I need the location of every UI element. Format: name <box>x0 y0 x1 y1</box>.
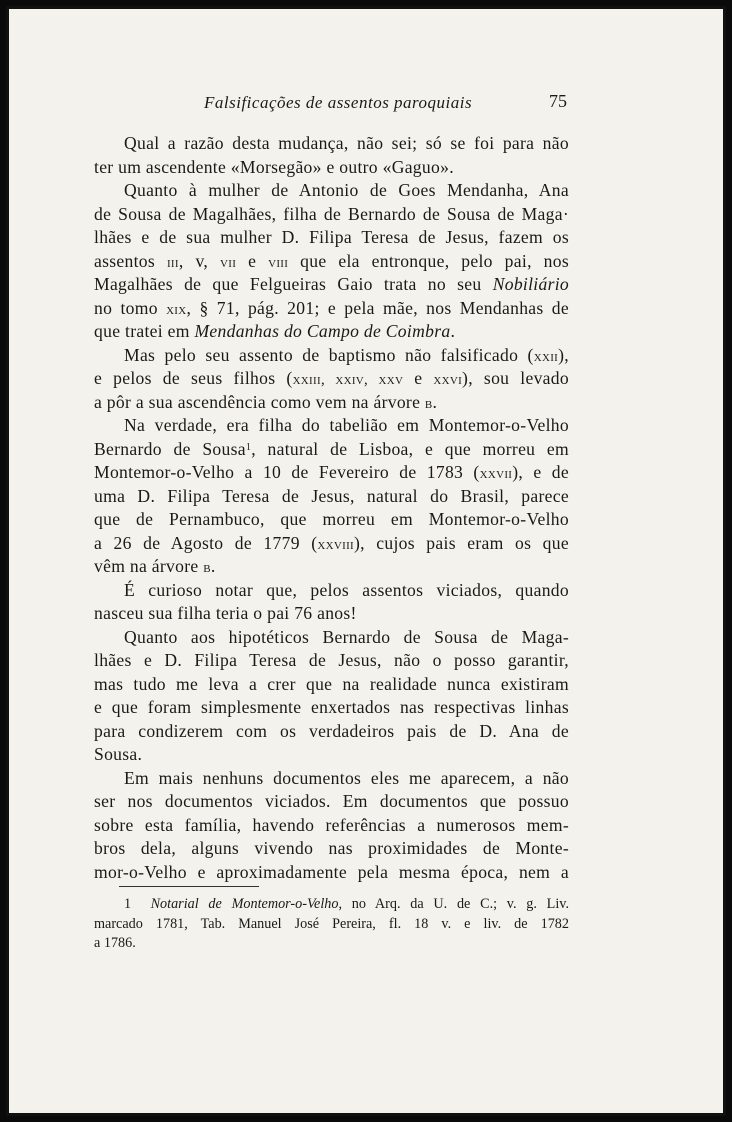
text-line: para condizerem com os verdadeiros pais de D. Ana de <box>94 720 569 741</box>
text-line: lhães e D. Filipa Teresa de Jesus, não o posso garantir, <box>94 650 569 670</box>
text-line: lhães e de sua mulher D. Filipa Teresa de Jesus, fazem os <box>94 227 569 247</box>
text-line: Quanto à mulher de Antonio de Goes Mendanha, Ana <box>124 180 569 200</box>
text-line: mas tudo me leva a crer que na realidade nunca existiram <box>94 673 569 694</box>
text-line: sobre esta família, havendo referências a numerosos mem- <box>94 814 569 835</box>
text-line: e que foram simplesmente enxertados nas respectivas linhas <box>94 697 569 717</box>
footnote-marker: 1 <box>124 896 132 912</box>
running-head: Falsificações de assentos paroquiais <box>204 93 473 112</box>
text-line: no tomo xix, § 71, pág. 201; e pela mãe, nos Mendanhas de <box>94 297 569 318</box>
text-line: assentos iii, v, vii e viii que ela entronque, pelo pai, nos <box>94 250 570 271</box>
footnote-line: a 1786. <box>94 935 136 951</box>
text-line: de Sousa de Magalhães, filha de Bernardo de Sousa de Maga· <box>94 203 569 224</box>
text-line: Qual a razão desta mudança, não sei; só se foi para não <box>124 133 569 153</box>
footnote-line: marcado 1781, Tab. Manuel José Pereira, fl. 18 v. e liv. de 1782 <box>94 915 569 932</box>
text-line: uma D. Filipa Teresa de Jesus, natural do Brasil, parece <box>94 485 569 506</box>
footnote-line: 1 Notarial de Montemor-o-Velho, no Arq. da U. de C.; v. g. Liv. <box>124 896 569 912</box>
text-line: a 26 de Agosto de 1779 (xxviii), cujos pais eram os que <box>94 532 569 553</box>
text-line: Quanto aos hipotéticos Bernardo de Sousa de Maga- <box>124 626 569 647</box>
text-line: que de Pernambuco, que morreu em Montemor-o-Velho <box>94 509 569 529</box>
text-line: que tratei em Mendanhas do Campo de Coimbra. <box>94 321 456 341</box>
text-line: vêm na árvore b. <box>94 556 216 576</box>
text-line: Mas pelo seu assento de baptismo não falsificado (xxii), <box>124 344 569 365</box>
footnotes <box>94 895 569 954</box>
footnote-rule <box>119 886 259 887</box>
page-number: 75 <box>549 91 567 111</box>
book-page <box>6 6 726 1116</box>
body-text <box>94 132 569 884</box>
text-line: mor-o-Velho e aproximadamente pela mesma época, nem a <box>94 861 569 882</box>
text-line: ter um ascendente «Morsegão» e outro «Gaguo». <box>94 156 454 177</box>
text-line: Na verdade, era filha do tabelião em Montemor-o-Velho <box>124 415 569 435</box>
text-line: Bernardo de Sousa$^1$, natural de Lisboa, e que morreu em <box>94 438 570 459</box>
text-line: a pôr a sua ascendência como vem na árvore b. <box>94 391 438 412</box>
text-line: Montemor-o-Velho a 10 de Fevereiro de 1783 (xxvii), e de <box>94 462 569 482</box>
text-line: nasceu sua filha teria o pai 76 anos! <box>94 603 357 623</box>
footnote-ref: 1 <box>245 441 252 453</box>
text-line: ser nos documentos viciados. Em documentos que possuo <box>94 791 569 811</box>
text-line: Sousa. <box>94 744 143 764</box>
text-line: É curioso notar que, pelos assentos viciados, quando <box>124 579 569 600</box>
text-line: Em mais nenhuns documentos eles me aparecem, a não <box>124 767 569 788</box>
text-line: bros dela, alguns vivendo nas proximidades de Monte- <box>94 838 569 858</box>
text-line: Magalhães de que Felgueiras Gaio trata no seu Nobiliário <box>94 274 570 294</box>
text-line: e pelos de seus filhos (xxiii, xxiv, xxv e xxvi), sou levado <box>94 368 569 388</box>
